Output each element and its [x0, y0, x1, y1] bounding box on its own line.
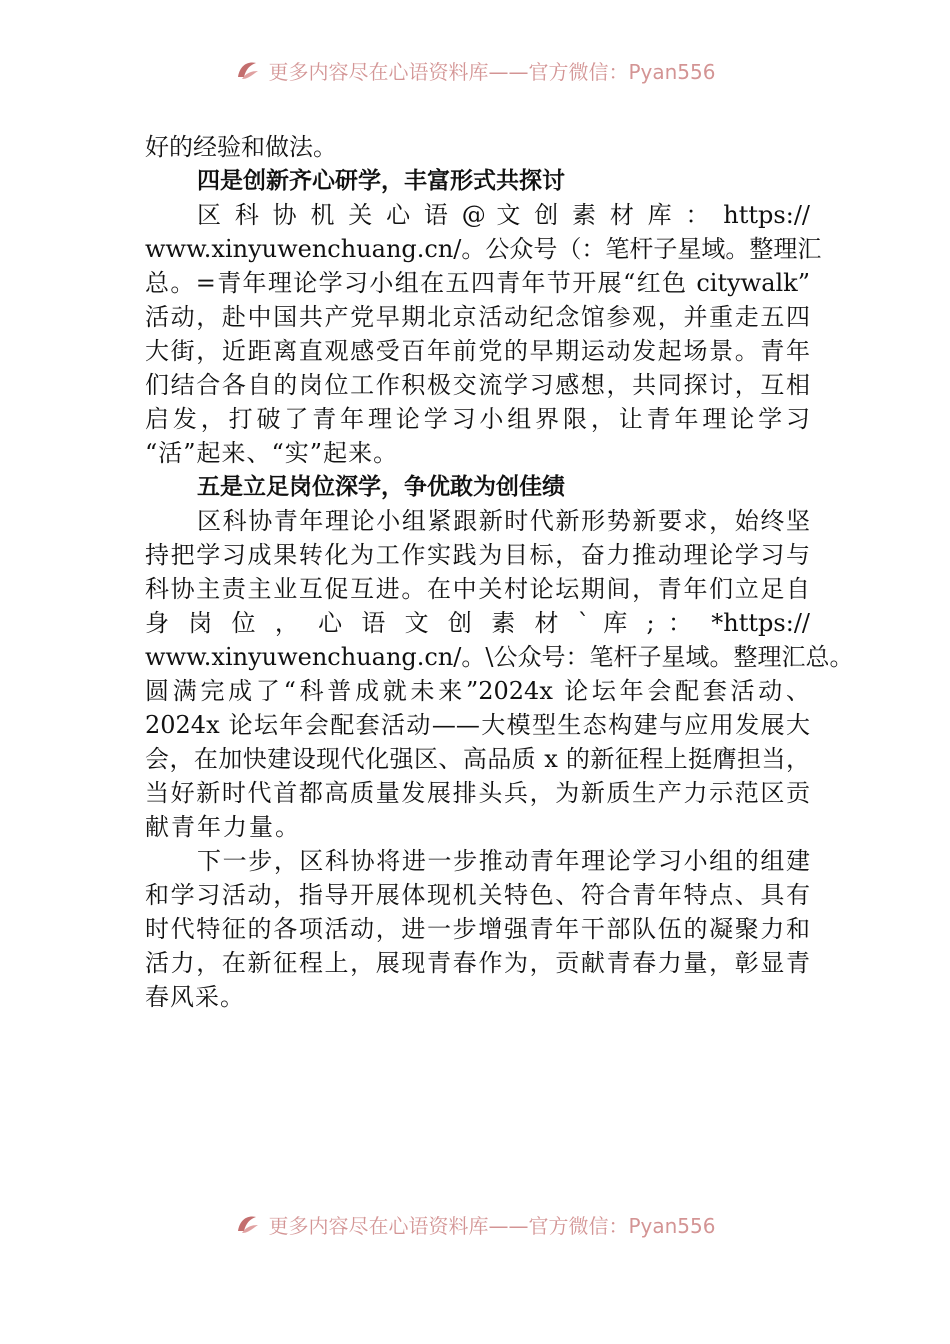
- paragraph-line: 和学习活动，指导开展体现机关特色、符合青年特点、具有: [145, 881, 810, 909]
- paragraph-line: 2024x 论坛年会配套活动——大模型生态构建与应用发展大: [145, 711, 810, 739]
- watermark-header: [0, 52, 950, 88]
- paragraph-line: 活力，在新征程上，展现青春作为，贡献青春力量，彰显青: [145, 949, 810, 977]
- paragraph-line: 身 岗 位 ， 心 语 文 创 素 材 ` 库 ; ： *https://: [145, 609, 810, 637]
- paragraph-line: 春风采。: [145, 983, 245, 1011]
- paragraph-line: 圆满完成了“科普成就未来”2024x 论坛年会配套活动、: [145, 677, 810, 705]
- paragraph-line: 会，在加快建设现代化强区、高品质 x 的新征程上挺膺担当，: [145, 745, 810, 773]
- paragraph-line: 科协主责主业互促互进。在中关村论坛期间，青年们立足自: [145, 575, 810, 603]
- watermark-text: 更多内容尽在心语资料库——官方微信：Pyan556: [268, 1213, 716, 1238]
- paragraph-line: 活动，赴中国共产党早期北京活动纪念馆参观，并重走五四: [145, 303, 810, 331]
- paragraph-line: 持把学习成果转化为工作实践为目标，奋力推动理论学习与: [145, 541, 810, 569]
- paragraph-line: 时代特征的各项活动，进一步增强青年干部队伍的凝聚力和: [145, 915, 810, 943]
- paragraph-line: 当好新时代首都高质量发展排头兵，为新质生产力示范区贡: [145, 779, 810, 807]
- paragraph-line: 启发，打破了青年理论学习小组界限，让青年理论学习: [145, 405, 810, 433]
- paragraph-line: 们结合各自的岗位工作积极交流学习感想，共同探讨，互相: [145, 371, 810, 399]
- section-heading-4: 四是创新齐心研学，丰富形式共探讨: [197, 168, 565, 194]
- paragraph-line: 大街，近距离直观感受百年前党的早期运动发起场景。青年: [145, 337, 810, 365]
- paragraph-line: www.xinyuwenchuang.cn/。公众号（：笔杆子星域。整理汇: [145, 235, 822, 263]
- watermark-footer: [0, 1206, 950, 1242]
- paragraph-line: 区 科 协 机 关 心 语 @ 文 创 素 材 库 ： https://: [197, 201, 810, 229]
- paragraph-line: 献青年力量。: [145, 813, 301, 841]
- paragraph-line: 总。=青年理论学习小组在五四青年节开展“红色 citywalk”: [145, 269, 810, 297]
- watermark-text: 更多内容尽在心语资料库——官方微信：Pyan556: [268, 59, 716, 84]
- paragraph-line: 好的经验和做法。: [145, 133, 337, 161]
- logo-icon: [234, 1211, 260, 1237]
- paragraph-line: “活”起来、“实”起来。: [145, 439, 399, 467]
- paragraph-line: 下一步，区科协将进一步推动青年理论学习小组的组建: [197, 847, 810, 875]
- paragraph-line: 区科协青年理论小组紧跟新时代新形势新要求，始终坚: [197, 507, 810, 535]
- logo-icon: [234, 57, 260, 83]
- document-body: [145, 130, 854, 1014]
- section-heading-5: 五是立足岗位深学，争优敢为创佳绩: [197, 474, 565, 500]
- paragraph-line: www.xinyuwenchuang.cn/。\公众号：笔杆子星域。整理汇总。: [145, 643, 854, 671]
